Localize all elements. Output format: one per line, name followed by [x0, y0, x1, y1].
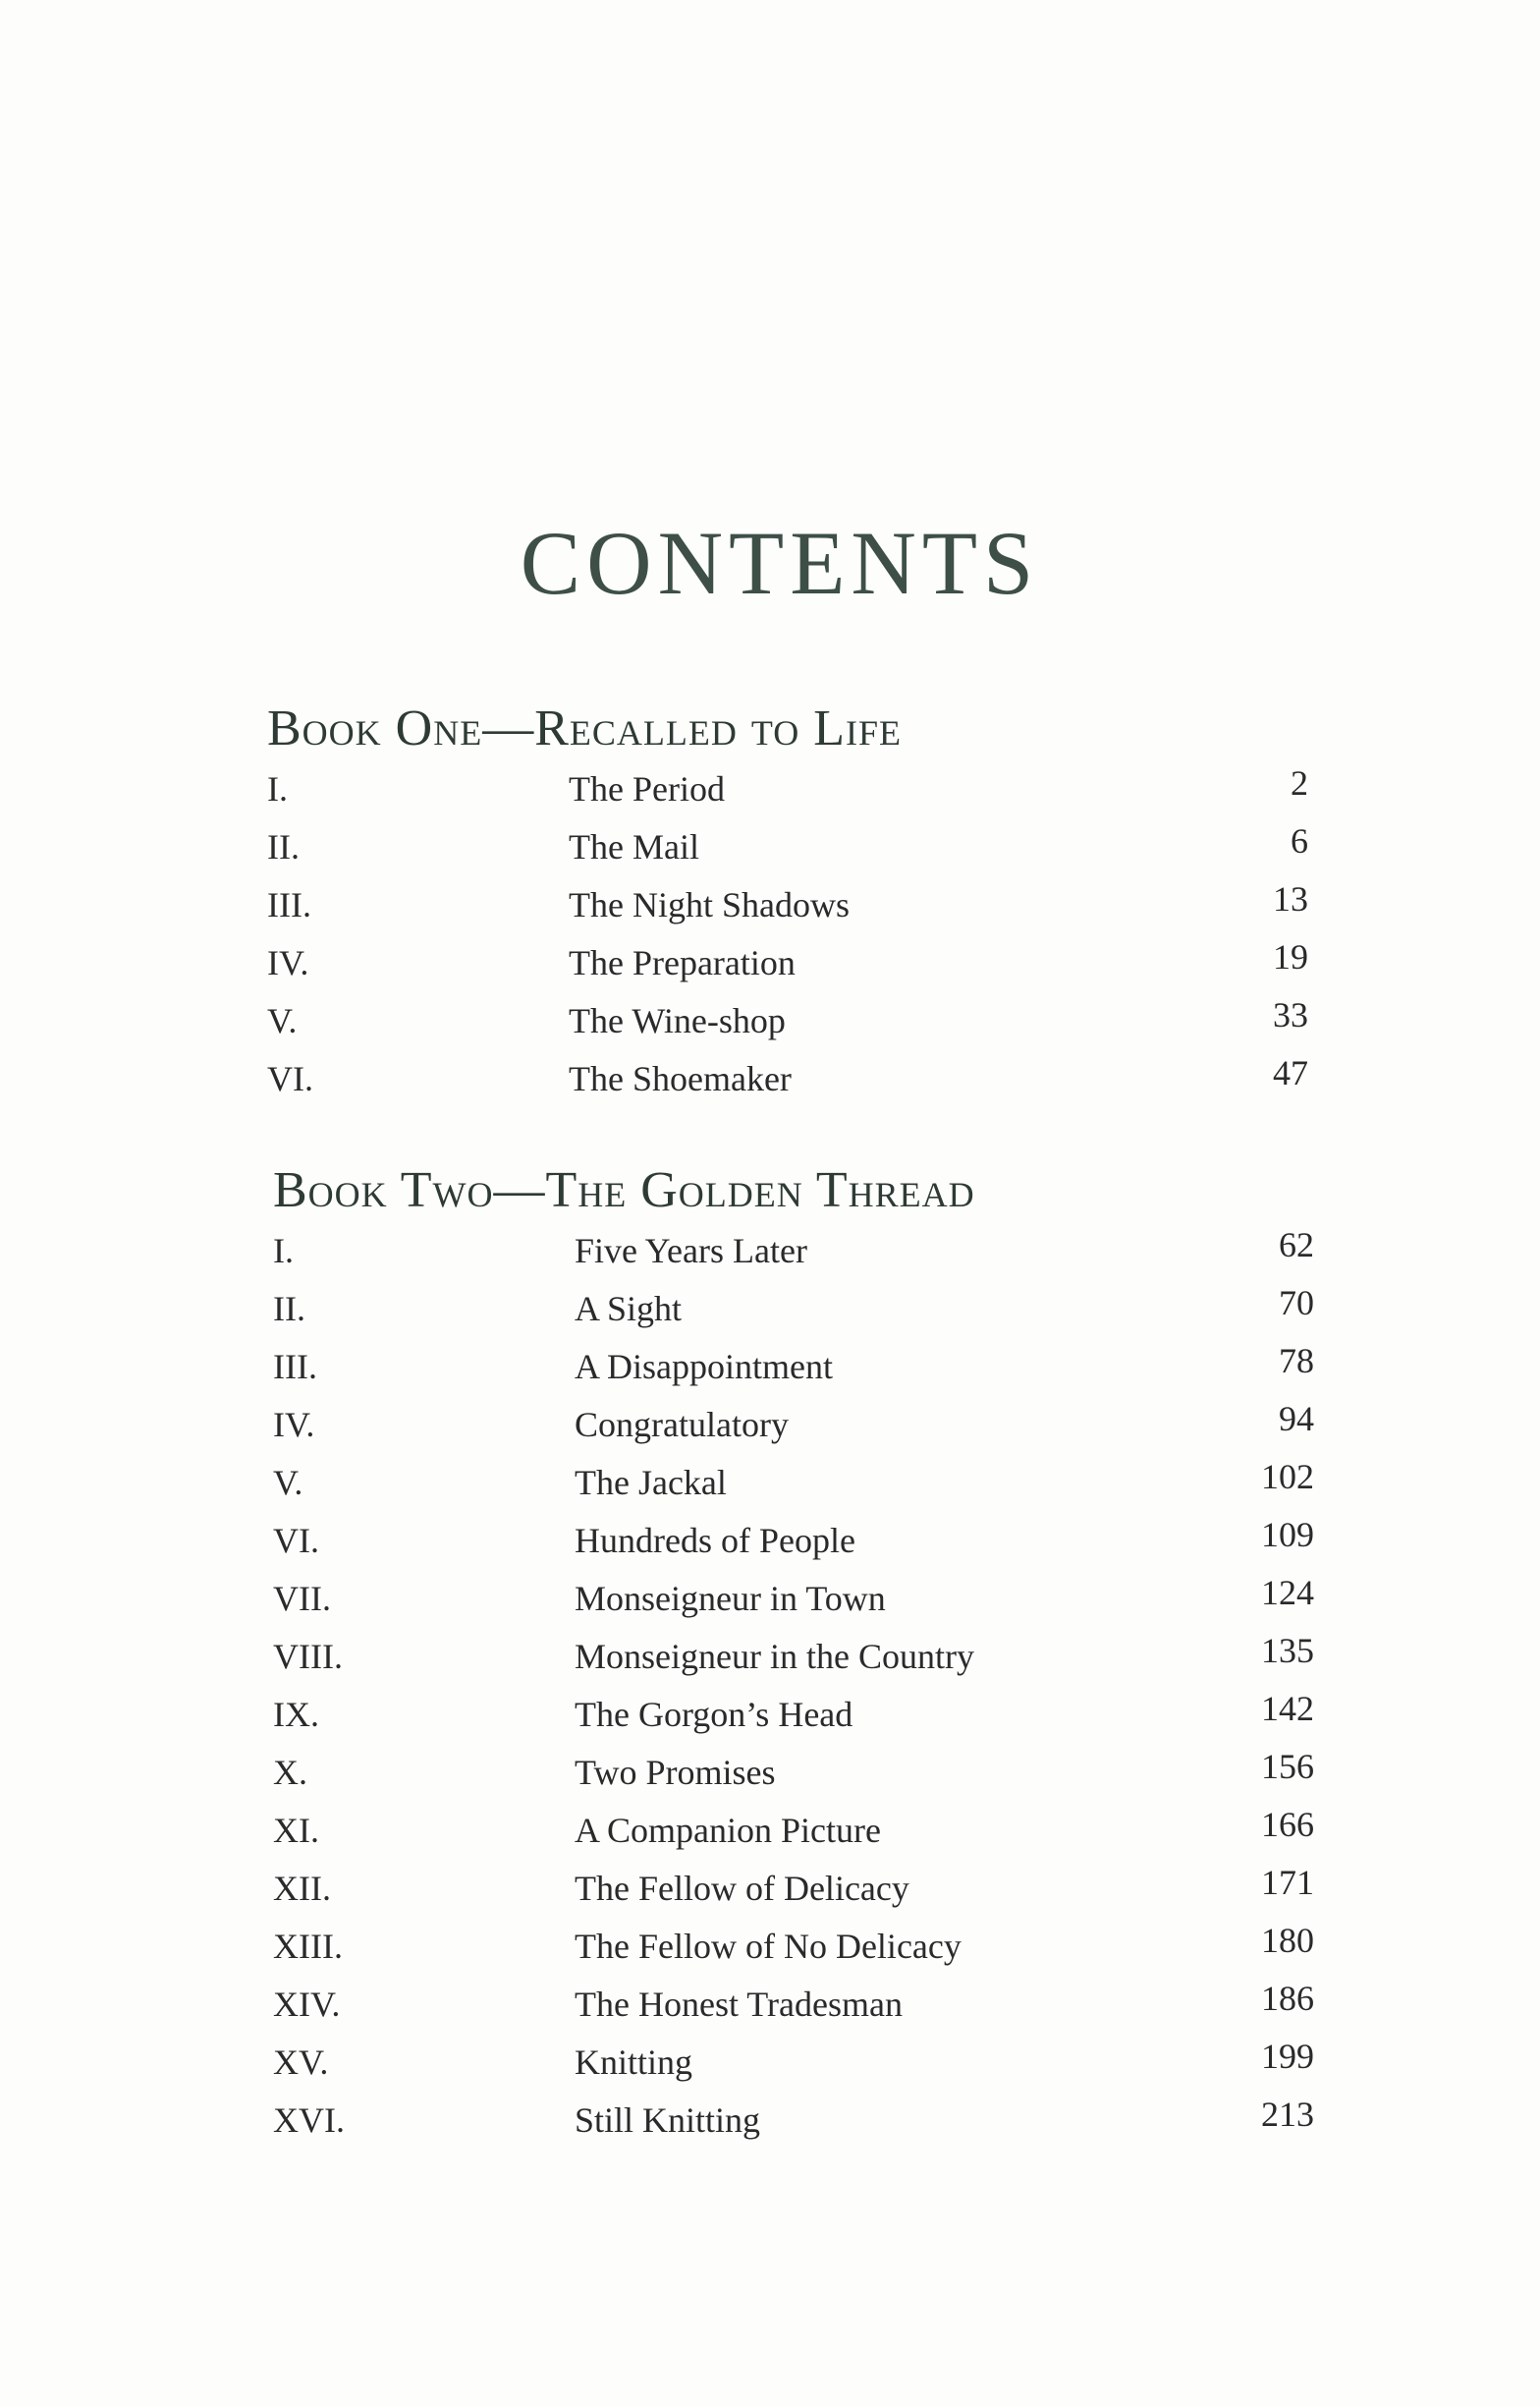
- chapter-row: [273, 1805, 1314, 1868]
- chapter-page-number: 6: [1291, 821, 1308, 861]
- chapter-title: The Night Shadows: [569, 885, 850, 924]
- chapter-number: V.: [273, 1463, 303, 1502]
- chapter-row: [267, 1053, 1308, 1116]
- chapter-title: Monseigneur in Town: [575, 1579, 886, 1618]
- chapter-page-number: 2: [1291, 763, 1308, 803]
- chapter-row: [267, 879, 1308, 942]
- chapter-number: XV.: [273, 2042, 329, 2082]
- chapter-title: The Period: [569, 769, 725, 809]
- chapter-page-number: 47: [1273, 1053, 1308, 1092]
- chapter-page-number: 171: [1261, 1863, 1314, 1902]
- chapter-title: The Shoemaker: [569, 1059, 792, 1098]
- chapter-page-number: 180: [1261, 1921, 1314, 1960]
- chapter-number: VI.: [267, 1059, 313, 1098]
- chapter-row: [273, 1921, 1314, 1984]
- chapter-title: Hundreds of People: [575, 1521, 855, 1560]
- chapter-page-number: 109: [1261, 1515, 1314, 1554]
- chapter-row: [267, 821, 1308, 884]
- chapter-page-number: 62: [1279, 1225, 1314, 1264]
- chapter-title: Knitting: [575, 2042, 693, 2082]
- chapter-number: XII.: [273, 1869, 331, 1908]
- chapter-row: [273, 1399, 1314, 1462]
- chapter-page-number: 199: [1261, 2037, 1314, 2076]
- chapter-title: The Fellow of No Delicacy: [575, 1927, 962, 1966]
- chapter-row: [273, 2037, 1314, 2099]
- chapter-page-number: 213: [1261, 2095, 1314, 2134]
- chapter-number: IV.: [273, 1405, 315, 1444]
- chapter-number: III.: [267, 885, 311, 924]
- chapter-title: Five Years Later: [575, 1231, 807, 1270]
- chapter-row: [273, 1747, 1314, 1810]
- chapter-page-number: 13: [1273, 879, 1308, 919]
- chapter-number: VIII.: [273, 1637, 343, 1676]
- chapter-row: [273, 1515, 1314, 1578]
- chapter-row: [273, 1631, 1314, 1694]
- book-one-chapter-list: [267, 763, 1308, 1116]
- chapter-page-number: 94: [1279, 1399, 1314, 1438]
- chapter-number: XIII.: [273, 1927, 343, 1966]
- chapter-page-number: 19: [1273, 937, 1308, 977]
- chapter-page-number: 166: [1261, 1805, 1314, 1844]
- chapter-number: XI.: [273, 1811, 319, 1850]
- book-one-heading: Book One—Recalled to Life: [267, 700, 902, 756]
- chapter-row: [273, 1341, 1314, 1404]
- chapter-page-number: 124: [1261, 1573, 1314, 1612]
- chapter-title: A Companion Picture: [575, 1811, 881, 1850]
- book-two-heading: Book Two—The Golden Thread: [273, 1162, 975, 1218]
- chapter-title: The Jackal: [575, 1463, 727, 1502]
- chapter-row: [273, 1689, 1314, 1752]
- chapter-row: [273, 1979, 1314, 2042]
- chapter-row: [273, 1863, 1314, 1926]
- chapter-row: [267, 937, 1308, 1000]
- book-two-chapter-list: [273, 1225, 1314, 2157]
- chapter-number: V.: [267, 1001, 298, 1040]
- chapter-number: II.: [267, 827, 300, 867]
- chapter-number: VI.: [273, 1521, 319, 1560]
- chapter-title: A Disappointment: [575, 1347, 833, 1386]
- chapter-number: IX.: [273, 1695, 319, 1734]
- chapter-title: A Sight: [575, 1289, 683, 1328]
- chapter-row: [273, 1225, 1314, 1288]
- chapter-page-number: 156: [1261, 1747, 1314, 1786]
- chapter-row: [267, 763, 1308, 826]
- chapter-number: I.: [267, 769, 288, 809]
- chapter-number: XIV.: [273, 1985, 341, 2024]
- chapter-row: [273, 1457, 1314, 1520]
- chapter-row: [273, 1573, 1314, 1636]
- chapter-title: Monseigneur in the Country: [575, 1637, 974, 1676]
- chapter-page-number: 33: [1273, 995, 1308, 1035]
- chapter-title: The Fellow of Delicacy: [575, 1869, 909, 1908]
- chapter-page-number: 142: [1261, 1689, 1314, 1728]
- chapter-number: IV.: [267, 943, 309, 982]
- chapter-page-number: 70: [1279, 1283, 1314, 1322]
- chapter-title: The Wine-shop: [569, 1001, 786, 1040]
- chapter-title: The Mail: [569, 827, 699, 867]
- page-title: CONTENTS: [520, 513, 1040, 613]
- chapter-number: VII.: [273, 1579, 331, 1618]
- chapter-number: X.: [273, 1753, 307, 1792]
- chapter-title: Two Promises: [575, 1753, 776, 1792]
- chapter-title: The Gorgon’s Head: [575, 1695, 853, 1734]
- chapter-number: II.: [273, 1289, 305, 1328]
- chapter-page-number: 186: [1261, 1979, 1314, 2018]
- chapter-number: XVI.: [273, 2100, 345, 2140]
- chapter-title: Congratulatory: [575, 1405, 789, 1444]
- chapter-number: III.: [273, 1347, 317, 1386]
- chapter-row: [273, 1283, 1314, 1346]
- chapter-number: I.: [273, 1231, 294, 1270]
- chapter-title: The Preparation: [569, 943, 796, 982]
- chapter-page-number: 102: [1261, 1457, 1314, 1496]
- chapter-row: [273, 2095, 1314, 2157]
- chapter-row: [267, 995, 1308, 1058]
- chapter-title: The Honest Tradesman: [575, 1985, 903, 2024]
- chapter-page-number: 135: [1261, 1631, 1314, 1670]
- chapter-title: Still Knitting: [575, 2100, 761, 2140]
- chapter-page-number: 78: [1279, 1341, 1314, 1380]
